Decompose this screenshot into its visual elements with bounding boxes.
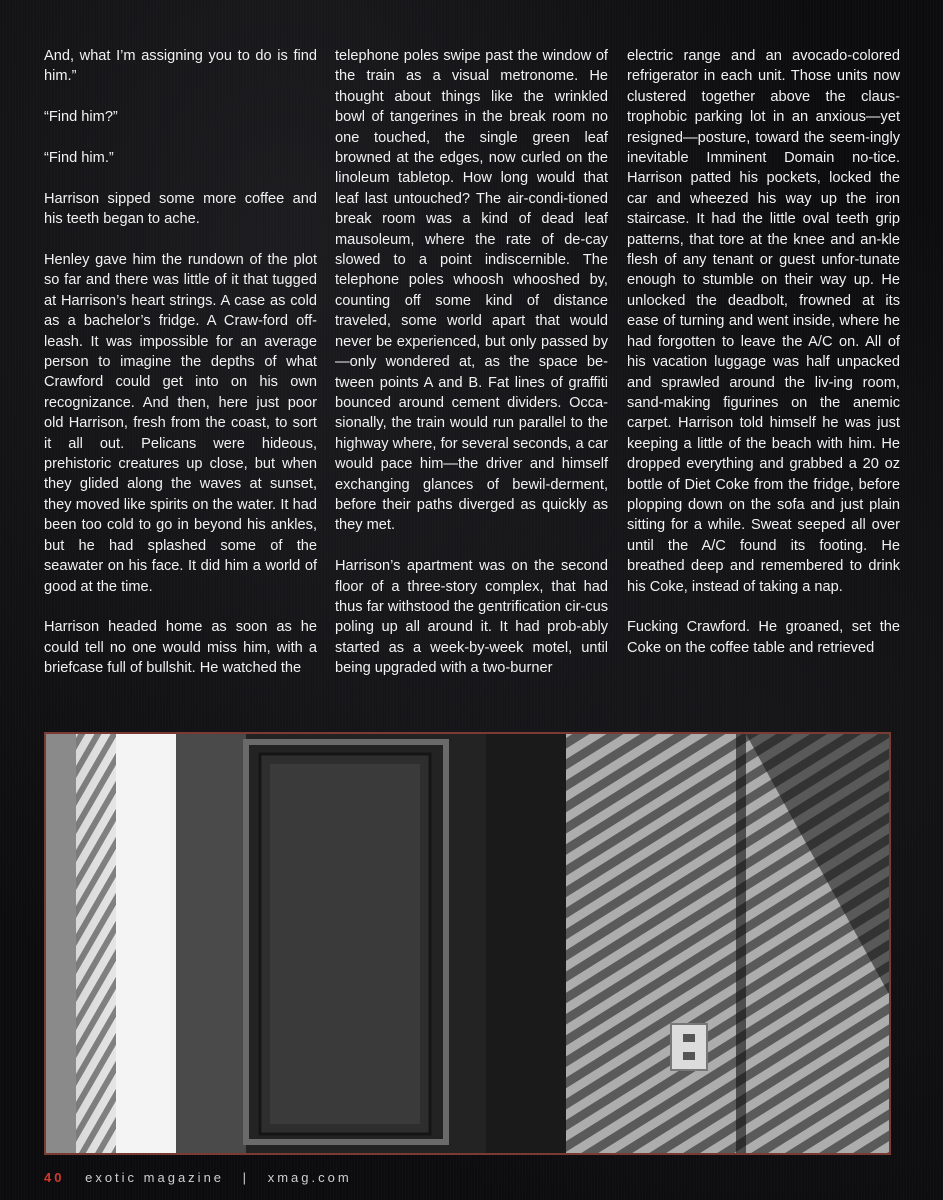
paragraph: Harrison’s apartment was on the second floor of a three-story complex, that had thus far withstood the gentrification cir-cus poling up all around it. It had prob-ably started as a week-by-week motel, until being upgraded with a two-burner	[335, 558, 608, 677]
door-blinds-photo	[44, 732, 891, 1155]
paragraph: electric range and an avocado-colored refrigerator in each unit. Those units now clustered together above the claus-trophobic parking lot in an anxious—yet resigned—posture, toward the seem-ingly inevitable Imminent Domain no-tice. Harrison patted his pockets, locked the car and wheezed his way up the iron staircase. It had the little oval teeth grip patterns, that tore at the knee and an-kle flesh of any tenant or guest unfor-tunate enough to stumble on their way up. He unlocked the deadbolt, frowned at its ease of turning and went inside, where he had forgotten to leave the A/C on. All of his vacation luggage was half unpacked and sprawled around the liv-ing room, sand-making figurines on the anemic carpet. Harrison told himself he was just keeping a little of the beach with him. He dropped everything and grabbed a 20 oz bottle of Diet Coke from the fridge, before plopping down on the sofa and just plain sitting for a while. Sweat seeped all over until the A/C found its footing. He breathed deep and remembered to drink his Coke, instead of taking a nap.	[627, 48, 900, 595]
footer-separator: |	[242, 1170, 250, 1185]
paragraph: Harrison headed home as soon as he could tell no one would miss him, with a briefcase full of bullshit. He watched the	[44, 619, 317, 677]
paragraph: “Find him.”	[44, 150, 114, 166]
article-column-1	[44, 46, 317, 699]
paragraph: Fucking Crawford. He groaned, set the Coke on the coffee table and retrieved	[627, 619, 900, 656]
article-column-2	[335, 46, 608, 699]
page-number: 40	[44, 1170, 65, 1185]
site-url: xmag.com	[267, 1170, 352, 1185]
paragraph: Henley gave him the rundown of the plot so far and there was little of it that tugged at Harrison’s heart strings. A case as cold as a bachelor’s fridge. A Craw-ford off-leash. It was impossible for an average person to imagine the depths of what Crawford could get into on his own recognizance. And then, here just poor old Harrison, fresh from the coast, to sort it all out. Pelicans were hideous, prehistoric creatures up close, but when they glided along the waves at sunset, they moved like spirits on the water. It had been too cold to go in beyond his ankles, but he had splashed some of the seawater on his face. It did him a world of good at the time.	[44, 252, 317, 595]
paragraph: Harrison sipped some more coffee and his teeth began to ache.	[44, 190, 317, 228]
paragraph: “Find him?”	[44, 109, 118, 126]
paragraph: And, what I’m assigning you to do is find him.”	[44, 48, 317, 85]
article-column-3	[627, 46, 900, 679]
magazine-name: exotic magazine	[85, 1170, 225, 1185]
paragraph: telephone poles swipe past the window of the train as a visual metronome. He thought about things like the wrinkled bowl of tangerines in the break room no one touched, the single green leaf browned at the edges, now curled on the linoleum tabletop. How long would that leaf last untouched? The air-condi-tioned break room was a kind of dead leaf mausoleum, where the rate of de-cay slowed to a point indiscernible. The telephone poles whoosh whooshed by, counting off some kind of distance traveled, some world apart that would never be experienced, but only passed by—only wondered at, as the space be-tween points A and B. Fat lines of graffiti bounced around cement dividers. Occa-sionally, the train would run parallel to the highway where, for several seconds, a car would pace him—the driver and himself exchanging glances of bewil-derment, before their paths diverged as quickly as they met.	[335, 48, 608, 534]
page-footer	[44, 1170, 352, 1185]
